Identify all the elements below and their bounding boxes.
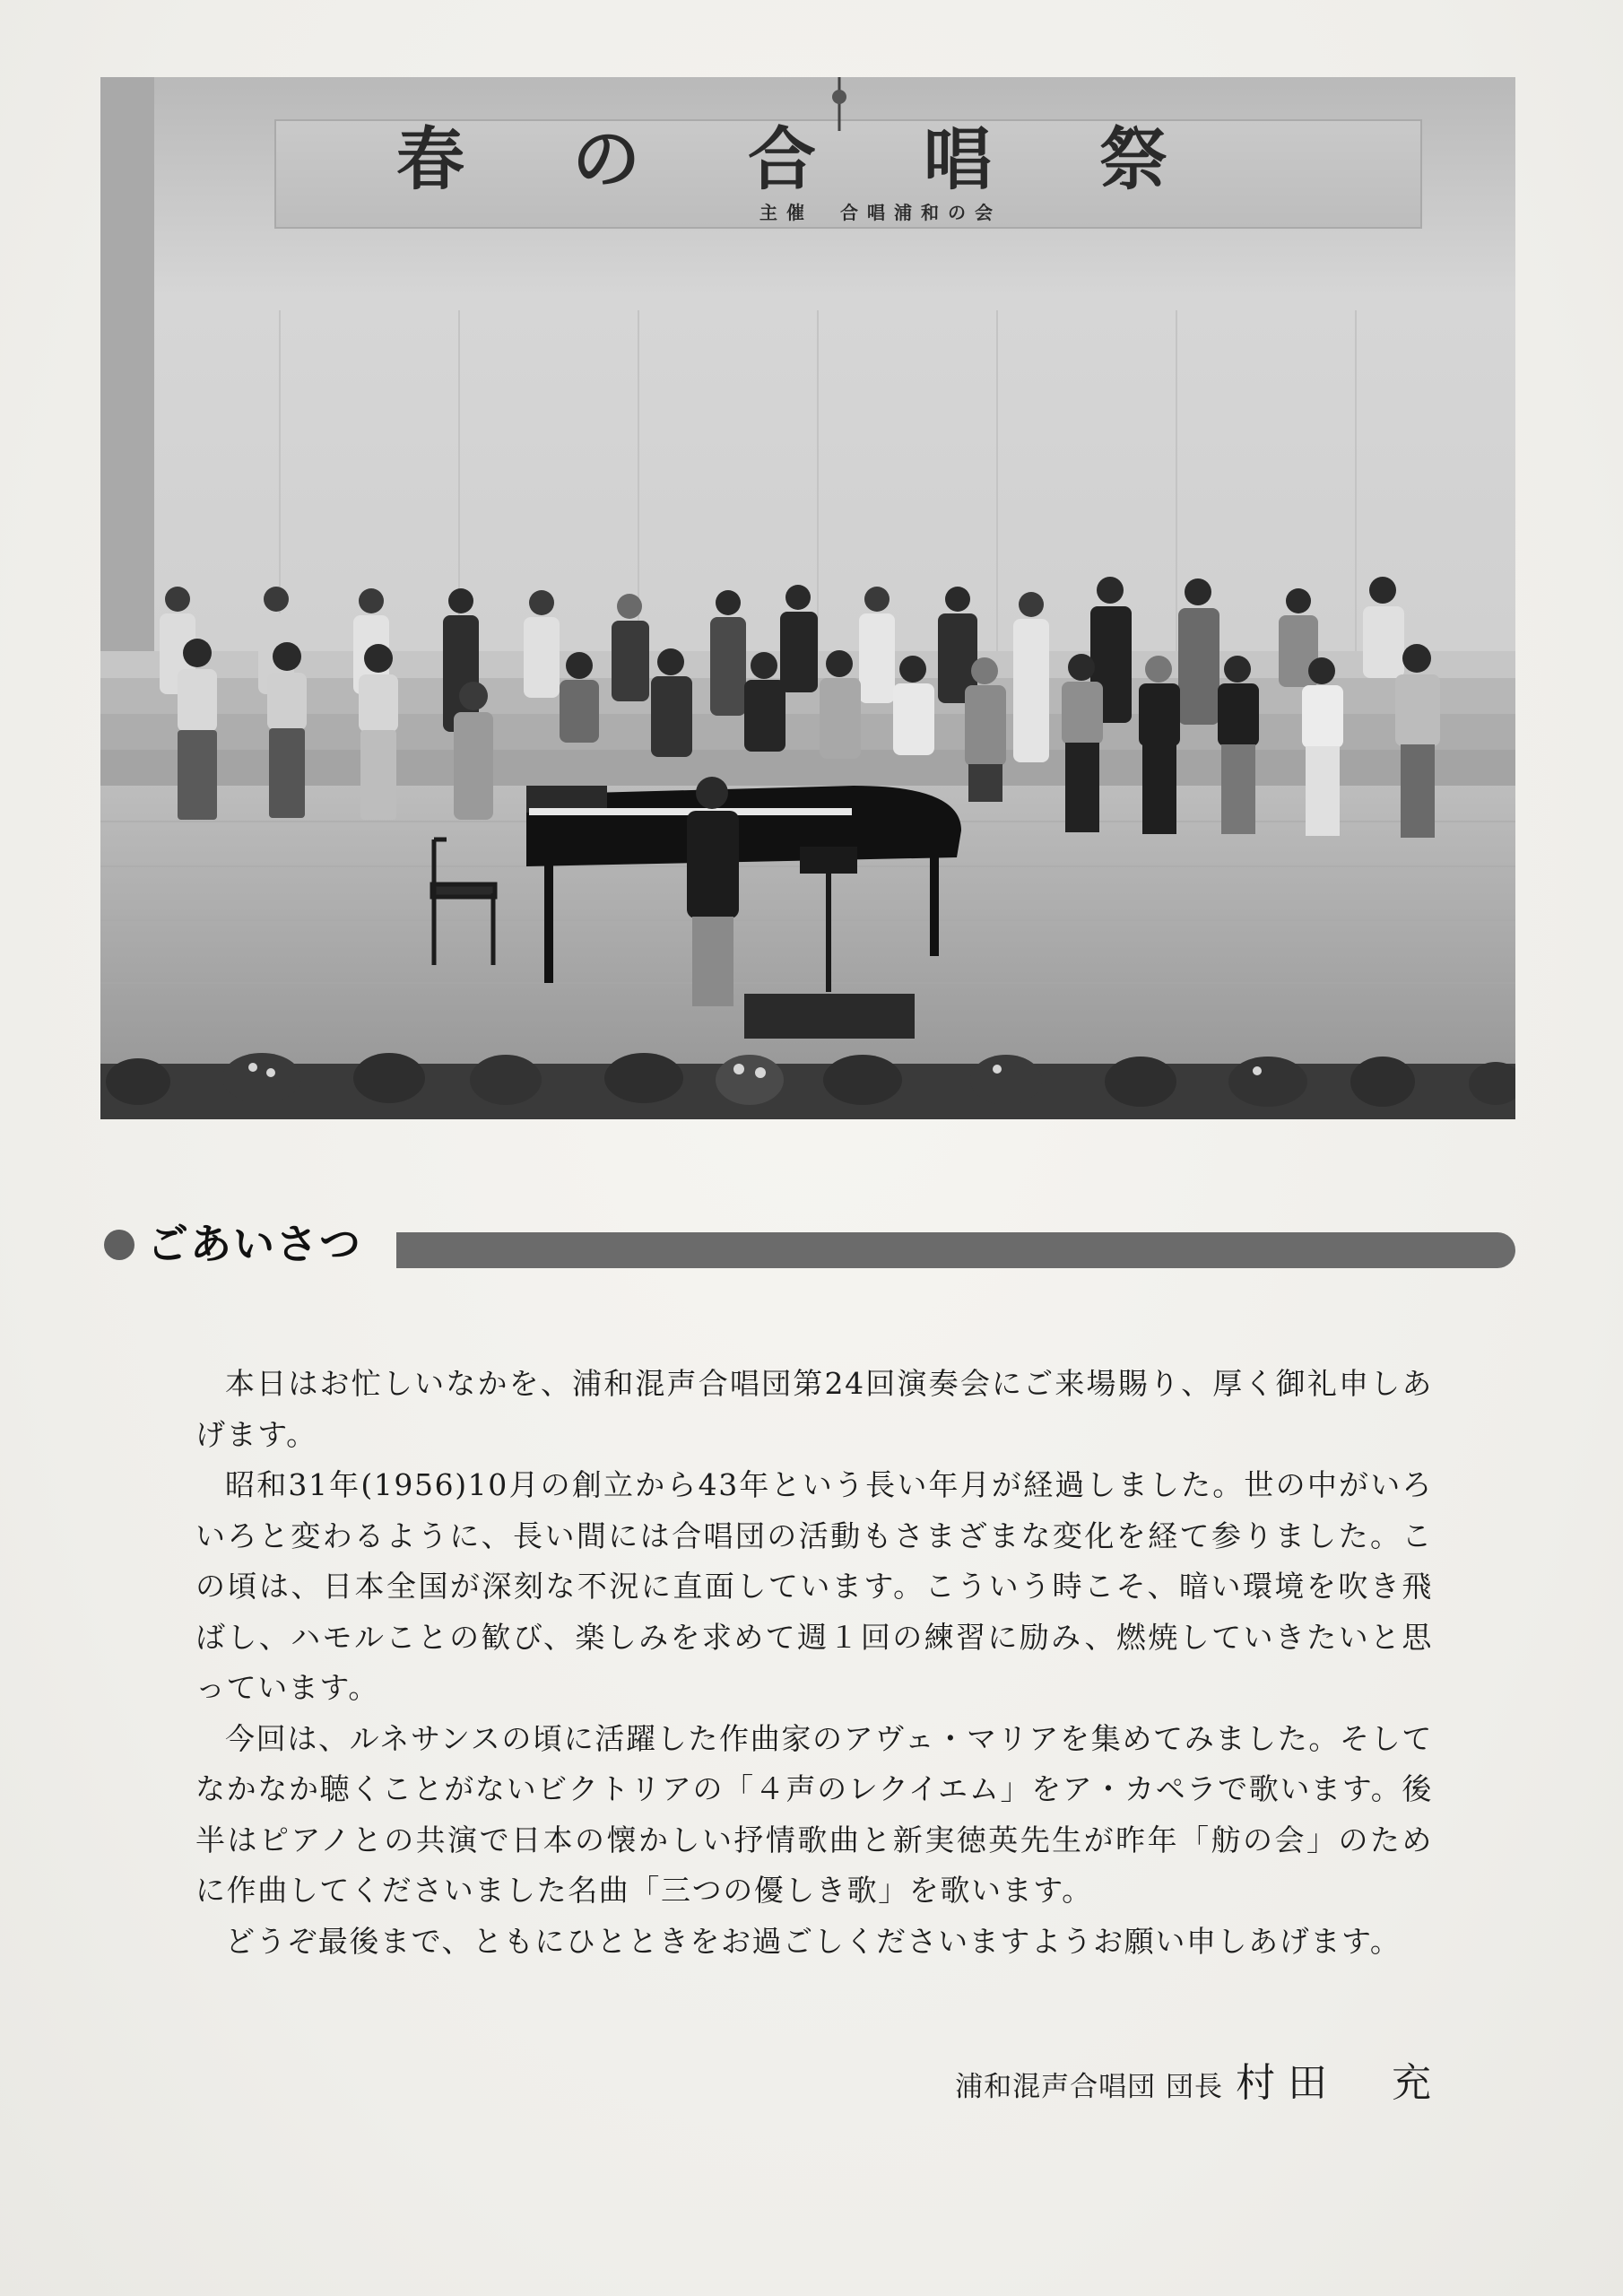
- greeting-section-header: [104, 1213, 1515, 1275]
- signature: [906, 2050, 1444, 2108]
- greeting-paragraph: 今回は、ルネサンスの頃に活躍した作曲家のアヴェ・マリアを集めてみました。そしてなかなか聴くことがないビクトリアの「４声のレクイエム」をア・カペラで歌います。後半はピアノとの共演で日本の懐かしい抒情歌曲と新実徳英先生が昨年「舫の会」のために作曲してくださいました名曲「三つの優しき歌」を歌います。: [195, 1720, 1433, 1908]
- banner-subtitle: 主催 合唱浦和の会: [759, 202, 1002, 223]
- greeting-paragraph: 昭和31年(1956)10月の創立から43年という長い年月が経過しました。世の中がいろいろと変わるように、長い間には合唱団の活動もさまざまな変化を経て参りました。この頃は、日本全国が深刻な不況に直面しています。こういう時こそ、暗い環境を吹き飛ばし、ハモルことの歓び、楽しみを求めて週１回の練習に励み、燃焼していきたいと思っています。: [195, 1467, 1433, 1705]
- choir-stage-photo: [100, 77, 1515, 1119]
- greeting-paragraph: 本日はお忙しいなかを、浦和混声合唱団第24回演奏会にご来場賜り、厚く御礼申しあげます。: [195, 1366, 1433, 1452]
- greeting-text: [195, 1359, 1433, 1967]
- signature-name: 村田 充: [1236, 2060, 1444, 2106]
- signature-organization: 浦和混声合唱団 団長: [955, 2071, 1223, 2103]
- section-divider-bar: [396, 1232, 1515, 1268]
- choir-photo-graphic: [100, 77, 1515, 1119]
- banner-title: 春の合唱祭: [396, 119, 1275, 199]
- greeting-paragraph: どうぞ最後まで、ともにひとときをお過ごしくださいますようお願い申しあげます。: [225, 1923, 1402, 1959]
- bullet-icon: [104, 1230, 135, 1260]
- conductor: [687, 777, 739, 1006]
- section-title: ごあいさつ: [147, 1220, 362, 1268]
